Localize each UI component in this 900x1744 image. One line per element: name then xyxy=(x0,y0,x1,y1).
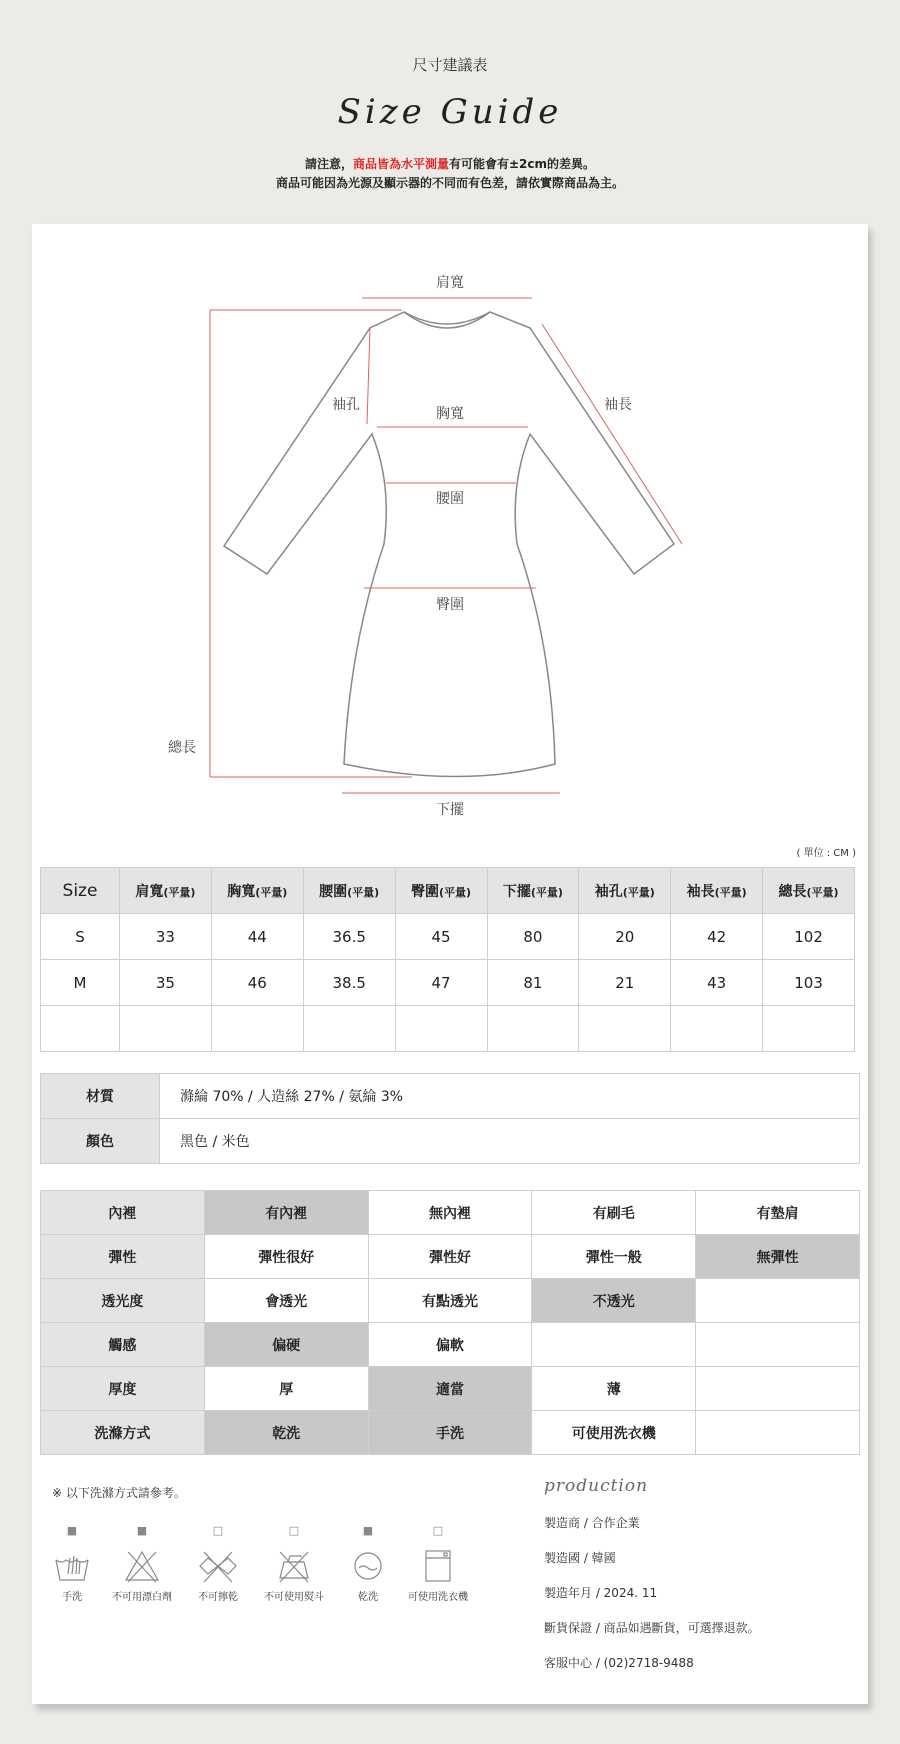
property-option: 偏軟 xyxy=(368,1323,532,1367)
washing-machine-icon xyxy=(418,1548,458,1584)
notice-line-2: 商品可能因為光源及顯示器的不同而有色差，請依實際商品為主。 xyxy=(275,176,624,190)
measurement-lines xyxy=(210,298,682,793)
dry-clean-icon xyxy=(348,1548,388,1584)
size-cell: S xyxy=(41,914,120,960)
wash-label: 不可擰乾 xyxy=(198,1592,238,1603)
production-line-stock: 斷貨保證 / 商品如遇斷貨，可選擇退款。 xyxy=(544,1621,760,1635)
unit-label: ( 單位 : CM ) xyxy=(796,848,856,859)
property-option xyxy=(696,1279,860,1323)
property-option: 無內裡 xyxy=(368,1191,532,1235)
wash-label: 可使用洗衣機 xyxy=(408,1592,468,1603)
size-cell: M xyxy=(41,960,120,1006)
dress-outline xyxy=(224,312,674,777)
property-option: 有點透光 xyxy=(368,1279,532,1323)
table-cell: 43 xyxy=(671,960,763,1006)
production-title: production xyxy=(544,1476,649,1496)
property-option xyxy=(696,1411,860,1455)
table-cell xyxy=(303,1006,395,1052)
notice-suffix: 有可能會有±2cm的差異。 xyxy=(449,157,596,171)
property-option: 彈性好 xyxy=(368,1235,532,1279)
table-cell: 20 xyxy=(579,914,671,960)
notice-line-1 xyxy=(0,155,900,174)
wash-check-mark: ■ xyxy=(136,1524,148,1537)
wash-item xyxy=(254,1524,334,1603)
property-row xyxy=(41,1323,860,1367)
wash-check-mark: □ xyxy=(432,1524,444,1537)
color-row xyxy=(41,1119,860,1164)
wash-item xyxy=(328,1524,408,1603)
color-label: 顏色 xyxy=(41,1119,160,1164)
header-armhole: 袖孔(平量) xyxy=(579,868,671,914)
property-row xyxy=(41,1235,860,1279)
label-chest: 胸寬 xyxy=(436,406,464,422)
property-option-selected: 乾洗 xyxy=(204,1411,368,1455)
material-info-table xyxy=(40,1073,860,1164)
production-line-service: 客服中心 / (02)2718-9488 xyxy=(544,1656,694,1670)
notice-highlight: 商品皆為水平測量 xyxy=(352,157,449,171)
title-chinese: 尺寸建議表 xyxy=(412,56,488,74)
table-cell: 103 xyxy=(763,960,855,1006)
table-cell: 35 xyxy=(120,960,212,1006)
property-option: 薄 xyxy=(532,1367,696,1411)
label-waist: 腰圍 xyxy=(436,491,464,507)
size-column-header: Size xyxy=(41,868,120,914)
property-label: 觸感 xyxy=(41,1323,205,1367)
table-cell: 46 xyxy=(211,960,303,1006)
table-cell: 47 xyxy=(395,960,487,1006)
table-cell: 21 xyxy=(579,960,671,1006)
label-sleeve: 袖長 xyxy=(604,397,632,413)
table-cell: 38.5 xyxy=(303,960,395,1006)
header-length: 總長(平量) xyxy=(763,868,855,914)
header-hem: 下擺(平量) xyxy=(487,868,579,914)
property-option xyxy=(532,1323,696,1367)
property-row xyxy=(41,1411,860,1455)
table-cell: 36.5 xyxy=(303,914,395,960)
table-cell xyxy=(763,1006,855,1052)
washing-note: ※ 以下洗滌方式請參考。 xyxy=(52,1486,186,1500)
header-shoulder: 肩寬(平量) xyxy=(120,868,212,914)
production-line-country: 製造國 / 韓國 xyxy=(544,1551,616,1565)
material-row xyxy=(41,1074,860,1119)
property-option: 可使用洗衣機 xyxy=(532,1411,696,1455)
table-row xyxy=(41,1006,855,1052)
property-label: 內裡 xyxy=(41,1191,205,1235)
hand-wash-icon xyxy=(52,1548,92,1584)
wash-check-mark: ■ xyxy=(362,1524,374,1537)
table-cell xyxy=(211,1006,303,1052)
table-cell: 45 xyxy=(395,914,487,960)
wash-label: 不可用漂白劑 xyxy=(112,1592,172,1603)
property-option-selected: 無彈性 xyxy=(696,1235,860,1279)
header-waist: 腰圍(平量) xyxy=(303,868,395,914)
table-cell xyxy=(671,1006,763,1052)
properties-table xyxy=(40,1190,860,1455)
property-option-selected: 偏硬 xyxy=(204,1323,368,1367)
no-iron-icon xyxy=(274,1548,314,1584)
wash-check-mark: □ xyxy=(212,1524,224,1537)
property-option-selected: 手洗 xyxy=(368,1411,532,1455)
wash-check-mark: ■ xyxy=(66,1524,78,1537)
label-length: 總長 xyxy=(168,740,196,756)
property-option xyxy=(696,1367,860,1411)
header-chest: 胸寬(平量) xyxy=(211,868,303,914)
wash-item xyxy=(178,1524,258,1603)
property-label: 透光度 xyxy=(41,1279,205,1323)
label-shoulder: 肩寬 xyxy=(436,275,464,291)
size-guide-card xyxy=(32,224,868,1704)
no-bleach-icon xyxy=(122,1548,162,1584)
label-armhole: 袖孔 xyxy=(332,397,360,413)
property-option: 厚 xyxy=(204,1367,368,1411)
property-option: 彈性一般 xyxy=(532,1235,696,1279)
table-cell: 33 xyxy=(120,914,212,960)
table-row xyxy=(41,960,855,1006)
table-cell: 42 xyxy=(671,914,763,960)
wash-item xyxy=(398,1524,478,1603)
label-hip: 臀圍 xyxy=(436,597,464,613)
property-option: 會透光 xyxy=(204,1279,368,1323)
wash-label: 乾洗 xyxy=(358,1592,378,1603)
size-cell xyxy=(41,1006,120,1052)
table-cell xyxy=(395,1006,487,1052)
table-cell xyxy=(120,1006,212,1052)
color-value: 黑色 / 米色 xyxy=(160,1119,860,1164)
production-info xyxy=(544,1476,844,1671)
material-value: 滌綸 70% / 人造絲 27% / 氨綸 3% xyxy=(160,1074,860,1119)
wash-label: 不可使用熨斗 xyxy=(264,1592,324,1603)
size-table xyxy=(40,867,855,1052)
wash-item xyxy=(32,1524,112,1603)
property-option: 有刷毛 xyxy=(532,1191,696,1235)
no-wring-icon xyxy=(198,1548,238,1584)
measurement-notice xyxy=(0,155,900,193)
property-row xyxy=(41,1279,860,1323)
label-hem: 下擺 xyxy=(436,802,464,818)
header-hip: 臀圍(平量) xyxy=(395,868,487,914)
property-row xyxy=(41,1191,860,1235)
size-table-header-row xyxy=(41,868,855,914)
title-english: Size Guide xyxy=(337,92,563,132)
property-option: 有墊肩 xyxy=(696,1191,860,1235)
table-cell: 80 xyxy=(487,914,579,960)
property-option xyxy=(696,1323,860,1367)
table-row xyxy=(41,914,855,960)
table-cell xyxy=(487,1006,579,1052)
property-label: 彈性 xyxy=(41,1235,205,1279)
table-cell xyxy=(579,1006,671,1052)
property-option: 彈性很好 xyxy=(204,1235,368,1279)
table-cell: 81 xyxy=(487,960,579,1006)
table-cell: 102 xyxy=(763,914,855,960)
table-cell: 44 xyxy=(211,914,303,960)
property-option-selected: 不透光 xyxy=(532,1279,696,1323)
production-line-manufacturer: 製造商 / 合作企業 xyxy=(544,1516,640,1530)
property-option-selected: 有內裡 xyxy=(204,1191,368,1235)
production-line-date: 製造年月 / 2024. 11 xyxy=(544,1586,658,1600)
material-label: 材質 xyxy=(41,1074,160,1119)
wash-check-mark: □ xyxy=(288,1524,300,1537)
dress-diagram xyxy=(32,224,868,824)
property-label: 洗滌方式 xyxy=(41,1411,205,1455)
notice-prefix: 請注意， xyxy=(304,157,353,171)
property-option-selected: 適當 xyxy=(368,1367,532,1411)
wash-label: 手洗 xyxy=(62,1592,82,1603)
header-sleeve: 袖長(平量) xyxy=(671,868,763,914)
property-row xyxy=(41,1367,860,1411)
property-label: 厚度 xyxy=(41,1367,205,1411)
wash-item xyxy=(102,1524,182,1603)
